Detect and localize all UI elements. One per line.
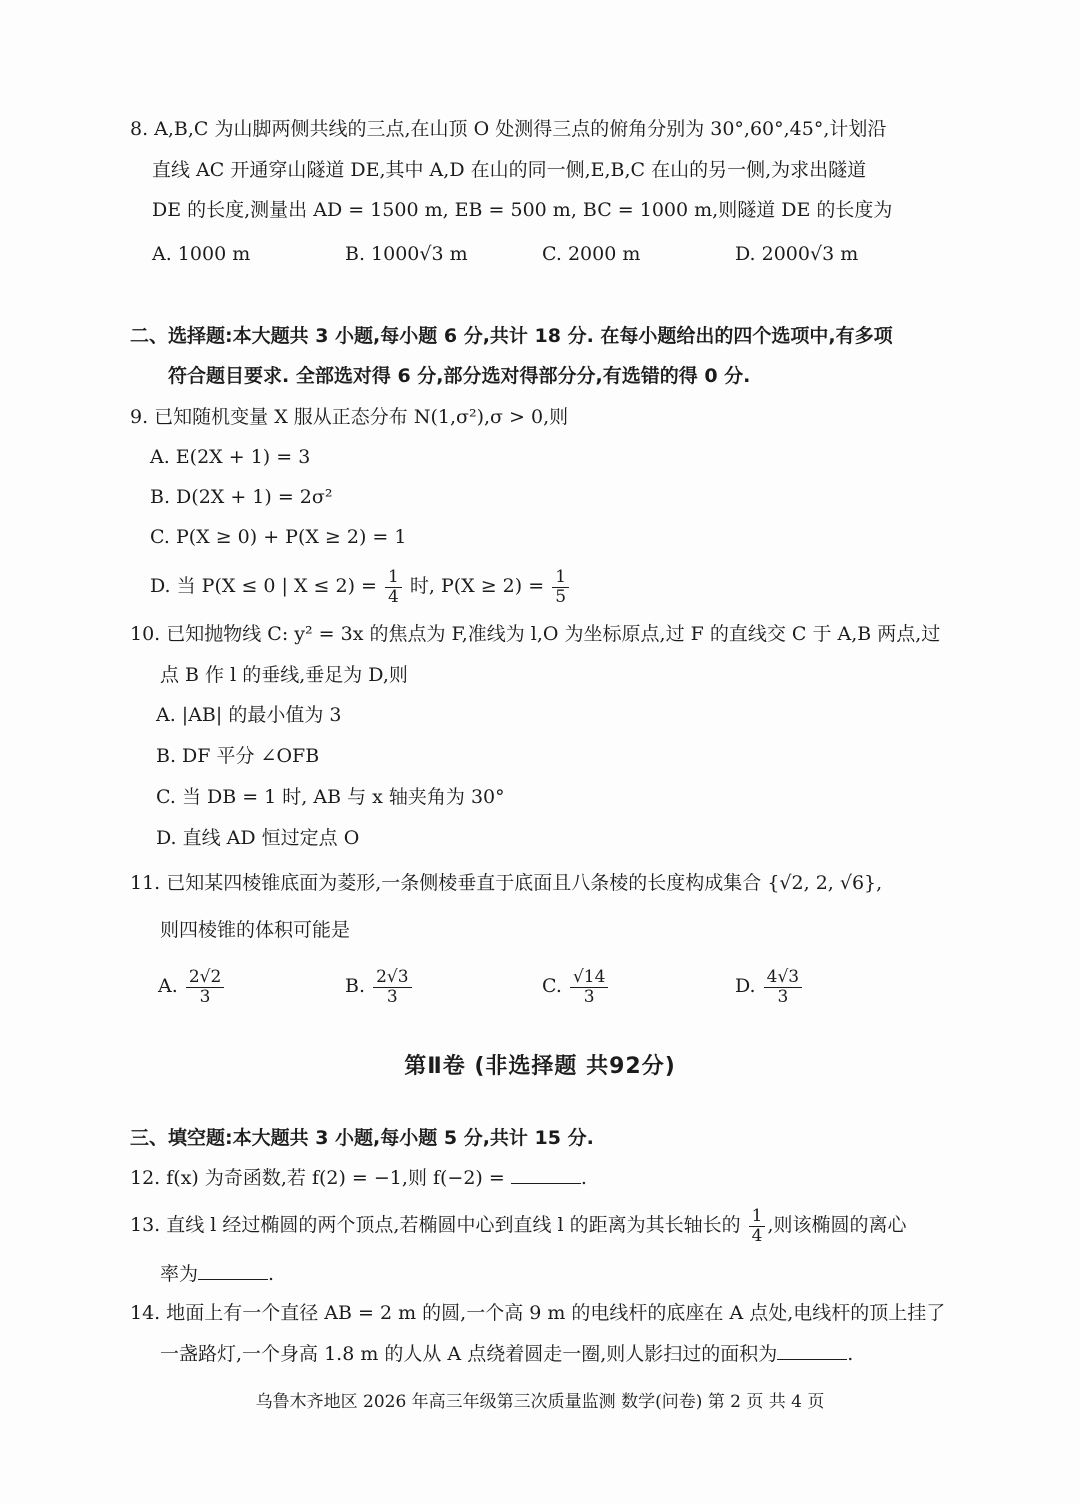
q13-line2: [160, 1260, 274, 1288]
q9-d-middle: 时, P(X ≥ 2) =: [409, 575, 545, 597]
q12: [130, 1164, 587, 1192]
page-footer: 乌鲁木齐地区 2026 年高三年级第三次质量监测 数学(问卷) 第 2 页 共 4 页: [255, 1392, 825, 1412]
q11-b-numerator: 2√3: [373, 968, 411, 988]
q9-d-frac2-denominator: 5: [555, 586, 567, 607]
q11-option-a: [158, 962, 226, 1010]
q8-line1: 8. A,B,C 为山脚两侧共线的三点,在山顶 O 处测得三点的俯角分别为 30°,60°,45°,计划沿: [130, 118, 887, 140]
q14-line2-text: 一盏路灯,一个身高 1.8 m 的人从 A 点绕着圆走一圈,则人影扫过的面积为: [160, 1343, 778, 1365]
section2-heading-line2: 符合题目要求. 全部选对得 6 分,部分选对得部分分,有选错的得 0 分.: [168, 365, 751, 387]
q13-end: .: [268, 1263, 275, 1285]
q13-suffix: ,则该椭圆的离心: [767, 1214, 907, 1236]
q11-option-c: [542, 962, 610, 1010]
q9-option-b: B. D(2X + 1) = 2σ²: [150, 486, 333, 508]
q12-end: .: [580, 1167, 587, 1189]
q11-c-numerator: √14: [570, 968, 608, 988]
q11-b-label: B.: [345, 975, 366, 997]
q11-c-fraction: [570, 968, 608, 1007]
q9-d-prefix: D. 当 P(X ≤ 0 | X ≤ 2) =: [150, 575, 377, 597]
q13-fraction: [749, 1207, 766, 1246]
q13-line2-text: 率为: [160, 1263, 199, 1285]
q11-a-denominator: 3: [199, 986, 211, 1007]
q8-option-d: D. 2000√3 m: [735, 243, 859, 265]
q11-d-denominator: 3: [777, 986, 789, 1007]
q8-options: [152, 240, 932, 270]
q11-option-d: [735, 962, 804, 1010]
q10-line1: 10. 已知抛物线 C: y² = 3x 的焦点为 F,准线为 l,O 为坐标原点,过 F 的直线交 C 于 A,B 两点,过: [130, 623, 941, 645]
q10-option-b: B. DF 平分 ∠OFB: [156, 745, 320, 767]
q11-a-label: A.: [158, 975, 178, 997]
q8-option-c: C. 2000 m: [542, 243, 641, 265]
q9-d-frac2-numerator: 1: [552, 568, 569, 588]
q8-line3: DE 的长度,测量出 AD = 1500 m, EB = 500 m, BC = 1000 m,则隧道 DE 的长度为: [152, 199, 893, 221]
q11-b-denominator: 3: [386, 986, 398, 1007]
q10-option-d: D. 直线 AD 恒过定点 O: [156, 827, 360, 849]
q11-d-numerator: 4√3: [764, 968, 802, 988]
q13-denominator: 4: [751, 1225, 763, 1246]
part2-title: 第Ⅱ卷 (非选择题 共92分): [404, 1054, 676, 1079]
q14-line1: 14. 地面上有一个直径 AB = 2 m 的圆,一个高 9 m 的电线杆的底座在 A 点处,电线杆的顶上挂了: [130, 1302, 946, 1324]
q8-option-a: A. 1000 m: [152, 243, 251, 265]
q9-stem: 9. 已知随机变量 X 服从正态分布 N(1,σ²),σ > 0,则: [130, 406, 569, 428]
section3-heading: 三、填空题:本大题共 3 小题,每小题 5 分,共计 15 分.: [130, 1127, 594, 1149]
q11-c-label: C.: [542, 975, 562, 997]
q11-line1: 11. 已知某四棱锥底面为菱形,一条侧棱垂直于底面且八条棱的长度构成集合 {√2, 2, √6},: [130, 872, 883, 894]
q12-text: 12. f(x) 为奇函数,若 f(2) = −1,则 f(−2) =: [130, 1167, 505, 1189]
q9-d-fraction-1: [385, 568, 402, 607]
q8-line2: 直线 AC 开通穿山隧道 DE,其中 A,D 在山的同一侧,E,B,C 在山的另一侧,为求出隧道: [152, 159, 867, 181]
q8-option-b: B. 1000√3 m: [345, 243, 468, 265]
q14-line2: [160, 1340, 853, 1368]
q11-d-label: D.: [735, 975, 756, 997]
q11-line2: 则四棱锥的体积可能是: [160, 919, 351, 941]
q11-options: [152, 962, 932, 1010]
q11-option-b: [345, 962, 414, 1010]
q9-d-frac1-numerator: 1: [385, 568, 402, 588]
q9-option-d: [150, 566, 571, 607]
q10-line2: 点 B 作 l 的垂线,垂足为 D,则: [160, 664, 408, 686]
q9-d-frac1-denominator: 4: [388, 586, 399, 607]
q11-a-numerator: 2√2: [186, 968, 224, 988]
q13-numerator: 1: [749, 1207, 766, 1227]
q11-b-fraction: [373, 968, 411, 1007]
q13-answer-blank[interactable]: [198, 1261, 268, 1280]
q9-option-a: A. E(2X + 1) = 3: [150, 446, 311, 468]
q11-a-fraction: [186, 968, 224, 1007]
q11-c-denominator: 3: [583, 986, 595, 1007]
section2-heading-line1: 二、选择题:本大题共 3 小题,每小题 6 分,共计 18 分. 在每小题给出的四个选项中,有多项: [130, 325, 893, 347]
q13-line1: [130, 1205, 907, 1246]
q11-d-fraction: [764, 968, 802, 1007]
q14-end: .: [847, 1343, 854, 1365]
q10-option-a: A. |AB| 的最小值为 3: [156, 704, 342, 726]
q13-prefix: 13. 直线 l 经过椭圆的两个顶点,若椭圆中心到直线 l 的距离为其长轴长的: [130, 1214, 741, 1236]
q14-answer-blank[interactable]: [777, 1341, 847, 1360]
q9-d-fraction-2: [552, 568, 569, 607]
q9-option-c: C. P(X ≥ 0) + P(X ≥ 2) = 1: [150, 526, 407, 548]
q12-answer-blank[interactable]: [511, 1165, 581, 1184]
q10-option-c: C. 当 DB = 1 时, AB 与 x 轴夹角为 30°: [156, 786, 505, 808]
